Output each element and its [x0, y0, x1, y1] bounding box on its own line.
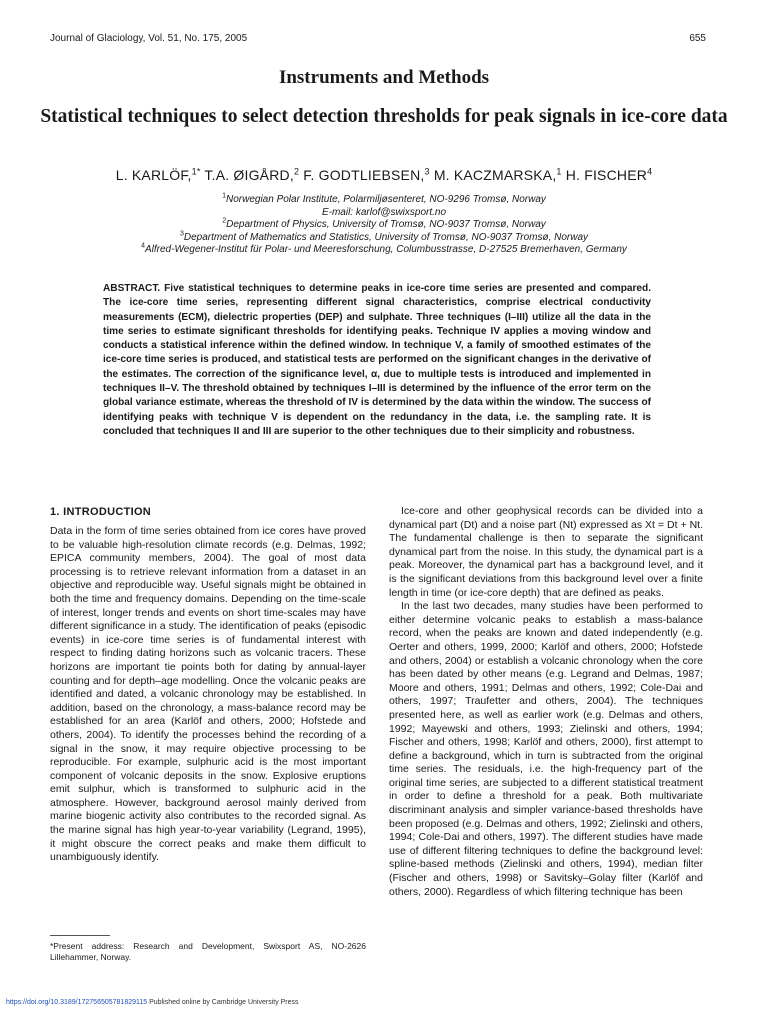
author: F. GODTLIEBSEN,$^3$: [303, 166, 430, 183]
body-paragraph: Data in the form of time series obtained from ice cores have proved to be valuable high-resolution climate records (e.g. Delmas, 1992; EPICA community members, 2004). The goal of most data processing is to retrieve relevant information from a dataset in an objective and reproducible way. Useful signals might be obtained in both the time and frequency domains. Depending on the time-scale of interest, longer trends and events on short time-scales may have different significance in a study. The identification of peaks (episodic events) in ice-core time series is of fundamental interest with respect to finding dating horizons such as volcanic tracers. These horizons are important tie points both for dating by annual-layer counting and for depth–age modelling. Once the volcanic peaks are identified and dated, a volcanic chronology may be established. In addition, based on the chronology, a mass-balance record may be established for an area (Karlöf and others, 2000; Hofstede and others, 2004). To identify the processes behind the recording of a signal in the snow, it may require objective processing to be reproducible. For example, sulphuric acid is the most important component of volcanic deposits in the snow. Explosive eruptions emit sulphur, which is transformed to sulphuric acid in the atmosphere. However, background aerosol mainly derived from marine biogenic activity also contributes to the recorded signal. As the marine signal has high year-to-year variability (Legrand, 1995), it might obscure the correct peaks and make them difficult to unambiguously identify.: [50, 525, 366, 864]
affiliation: $^3$Department of Mathematics and Statistics, University of Tromsø, NO-9037 Tromsø, Norway: [179, 230, 589, 243]
doi-link[interactable]: https://doi.org/10.3189/172756505781829115: [6, 999, 148, 1006]
author-list: [40, 165, 728, 185]
left-column: [50, 505, 366, 865]
affiliation: $^4$Alfred-Wegener-Institut für Polar- und Meeresforschung, Columbusstrasse, D-27525 Bremerhaven, Germany: [141, 242, 627, 255]
running-head: [50, 32, 706, 46]
author: M. KACZMARSKA,$^1$: [433, 166, 562, 183]
abstract-text: Five statistical techniques to determine peaks in ice-core time series are presented and compared. The ice-core time series, representing different signal characteristics, comprise electrical conductivity measurements (ECM), dielectric properties (DEP) and sulphate. Three techniques (I–III) utilize all the data in the time series to estimate significant thresholds for identifying peaks. Technique IV applies a moving window and conducts a statistical inference within the defined window. In technique V, a family of smoothed estimates of the ice-core time series is produced, and statistical tests are performed on the significant changes in the derivative of the estimates. The correction of the significance level, α, due to multiple tests is introduced and implemented in techniques II–V. The threshold obtained by techniques I–III is determined by the influence of the error term on the global variance estimate, whereas the threshold of IV is determined by the data within the window. The success of identifying peaks with technique V is dependent on the redundancy in the data, i.e. the sampling rate. It is concluded that techniques II and III are superior to the other techniques due to their simplicity and robustness.: [103, 283, 651, 437]
author: H. FISCHER$^4$: [565, 166, 653, 183]
published-note: Published online by Cambridge University Press: [149, 999, 299, 1006]
abstract: [103, 282, 651, 439]
section-kicker: Instruments and Methods: [278, 67, 490, 88]
footnote-divider: [50, 935, 110, 936]
section-heading: 1. INTRODUCTION: [50, 506, 152, 518]
abstract-label: ABSTRACT.: [103, 283, 161, 294]
page-number: 655: [689, 33, 706, 44]
affiliation: $^1$Norwegian Polar Institute, Polarmiljøsenteret, NO-9296 Tromsø, Norway: [222, 192, 546, 205]
author: L. KARLÖF,$^{1*}$: [115, 166, 201, 183]
body-paragraph: Ice-core and other geophysical records can be divided into a dynamical part (Dt) and a noise part (Nt) expressed as Xt = Dt + Nt. The fundamental challenge is then to separate the significant dynamical part from the noise. In this study, the dynamical part is a peak. Moreover, the dynamical part has a background level, and it is the significant deviations from this background level over a finite length in time (or ice-core depth) that are defined as peaks.: [389, 505, 703, 599]
body-paragraph: In the last two decades, many studies have been performed to either determine volcanic peaks to establish a mass-balance record, when the peaks are known and dated independently (e.g. Oerter and others, 1999, 2000; Karlöf and others, 2000; Hofstede and others, 2004) or establish a volcanic chronology when the core has been dated by other means (e.g. Legrand and Delmas, 1987; Moore and others, 1991; Delmas and others, 1992; Cole-Dai and others, 1997; Traufetter and others, 2004). The techniques presented here, as well as earlier work (e.g. Delmas and others, 1992; Mayewski and others, 1993; Zielinski and others, 1994; Fischer and others, 1998; Karlöf and others, 2000), first attempt to define a background, which in turn is subtracted from the original time series. The residuals, i.e. the high-frequency part of the original time series, are subjected to a different statistical treatment in order to define a threshold for a peak. Both multivariate discriminant analysis and simpler variance-based thresholds have been proposed (e.g. Delmas and others, 1992; Zielinski and others, 1994; Cole-Dai and others, 1997). The different studies have made use of different filtering techniques to define the background level: spline-based methods (Zielinski and others, 1994), median filter (Fischer and others, 1998) or Savitsky–Golay filter (Karlöf and others, 2000). Regardless of which filtering technique has been: [389, 600, 703, 898]
footnote: *Present address: Research and Development, Swixsport AS, NO-2626 Lillehammer, Norway.: [50, 941, 366, 962]
affiliation-list: [40, 194, 728, 257]
publisher-bar: [6, 998, 299, 1008]
affiliation-email: E-mail: karlof@swixsport.no: [321, 206, 447, 218]
affiliation: $^2$Department of Physics, University of Tromsø, NO-9037 Tromsø, Norway: [222, 217, 546, 230]
author: T.A. ØIGÅRD,$^2$: [204, 166, 300, 183]
right-column: [389, 505, 703, 899]
paper-title: Statistical techniques to select detection thresholds for peak signals in ice-core data: [40, 106, 728, 127]
journal-citation: Journal of Glaciology, Vol. 51, No. 175, 2005: [50, 33, 248, 44]
